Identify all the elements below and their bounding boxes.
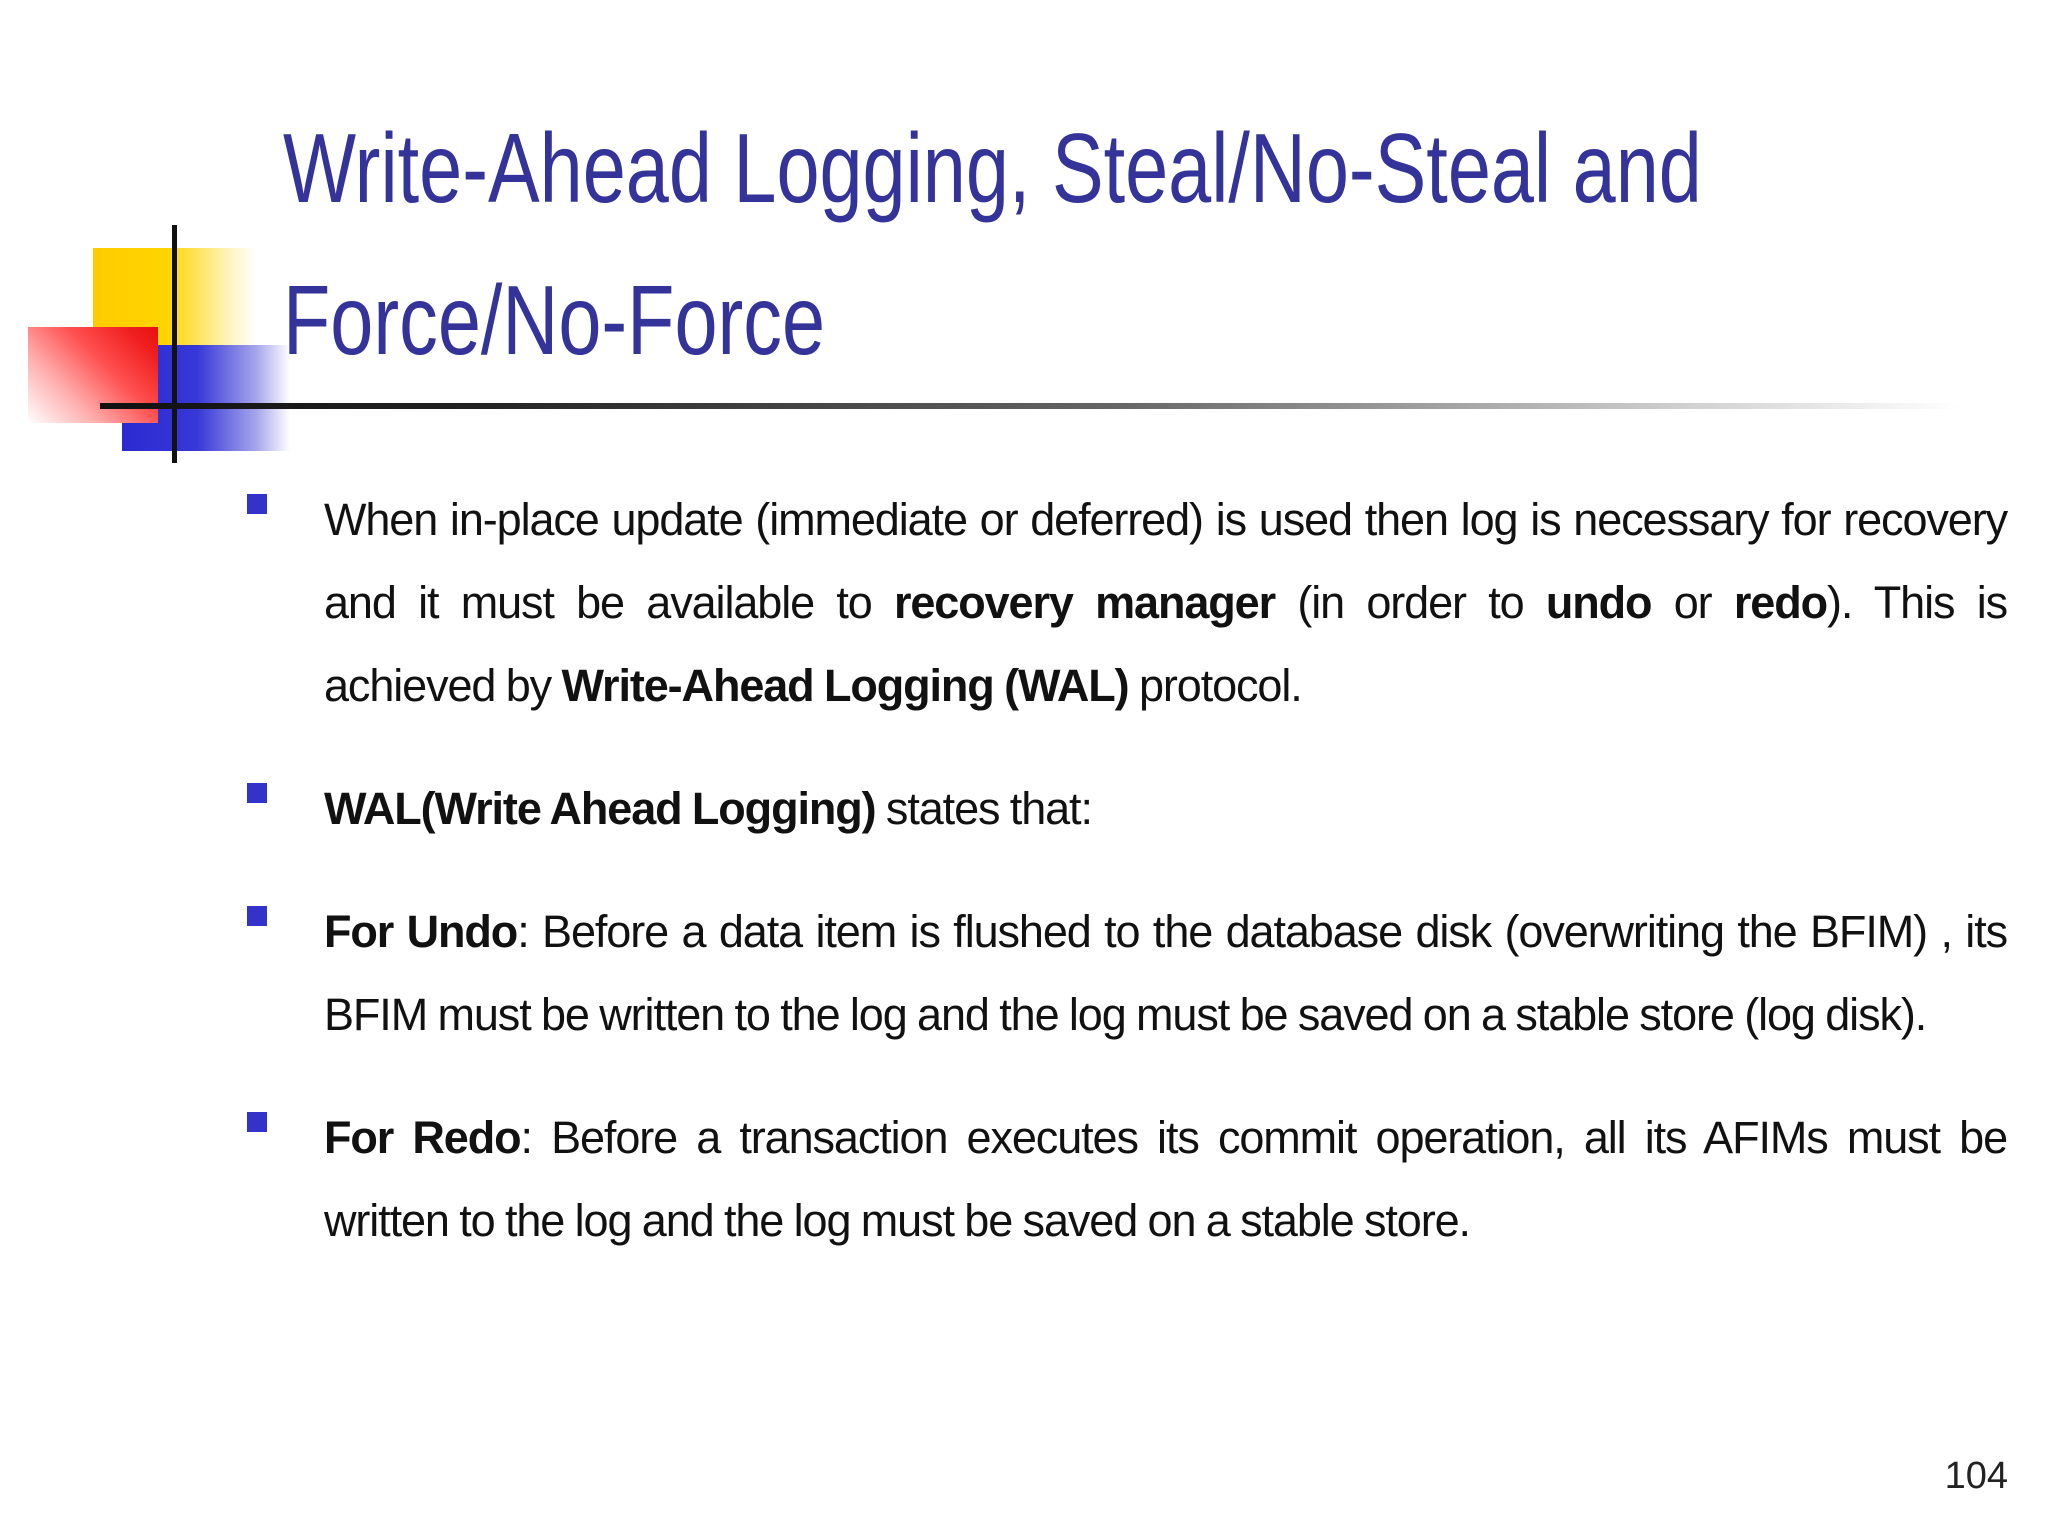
decorative-vertical-line bbox=[172, 225, 177, 463]
square-bullet-icon bbox=[247, 494, 267, 514]
bullet-item-wal-states bbox=[247, 767, 2007, 850]
slide-title-line-2: Force/No-Force bbox=[283, 265, 826, 375]
bullet-list bbox=[247, 478, 2007, 1302]
bullet-text: When in-place update (immediate or deferred) is used then log is necessary for recovery and it must be available to recovery manager (in order to undo or redo). This is achieved by Write-Ahead Logging (WAL) protocol. bbox=[324, 494, 2007, 711]
bullet-item-for-redo bbox=[247, 1096, 2007, 1262]
square-bullet-icon bbox=[247, 906, 267, 926]
square-bullet-icon bbox=[247, 783, 267, 803]
bullet-item-wal-necessity bbox=[247, 478, 2007, 727]
slide-title-line-1: Write-Ahead Logging, Steal/No-Steal and bbox=[283, 113, 1702, 223]
bullet-item-for-undo bbox=[247, 890, 2007, 1056]
bullet-text: For Redo: Before a transaction executes its commit operation, all its AFIMs must be written to the log and the log must be saved on a stable store. bbox=[324, 1112, 2007, 1246]
title-underline bbox=[100, 403, 1960, 409]
bullet-text: For Undo: Before a data item is flushed to the database disk (overwriting the BFIM) , its BFIM must be written to the log and the log must be saved on a stable store (log disk). bbox=[324, 906, 2007, 1040]
slide-title bbox=[283, 92, 1702, 396]
page-number: 104 bbox=[1944, 1455, 2008, 1497]
bullet-text: WAL(Write Ahead Logging) states that: bbox=[324, 783, 1092, 834]
square-bullet-icon bbox=[247, 1112, 267, 1132]
